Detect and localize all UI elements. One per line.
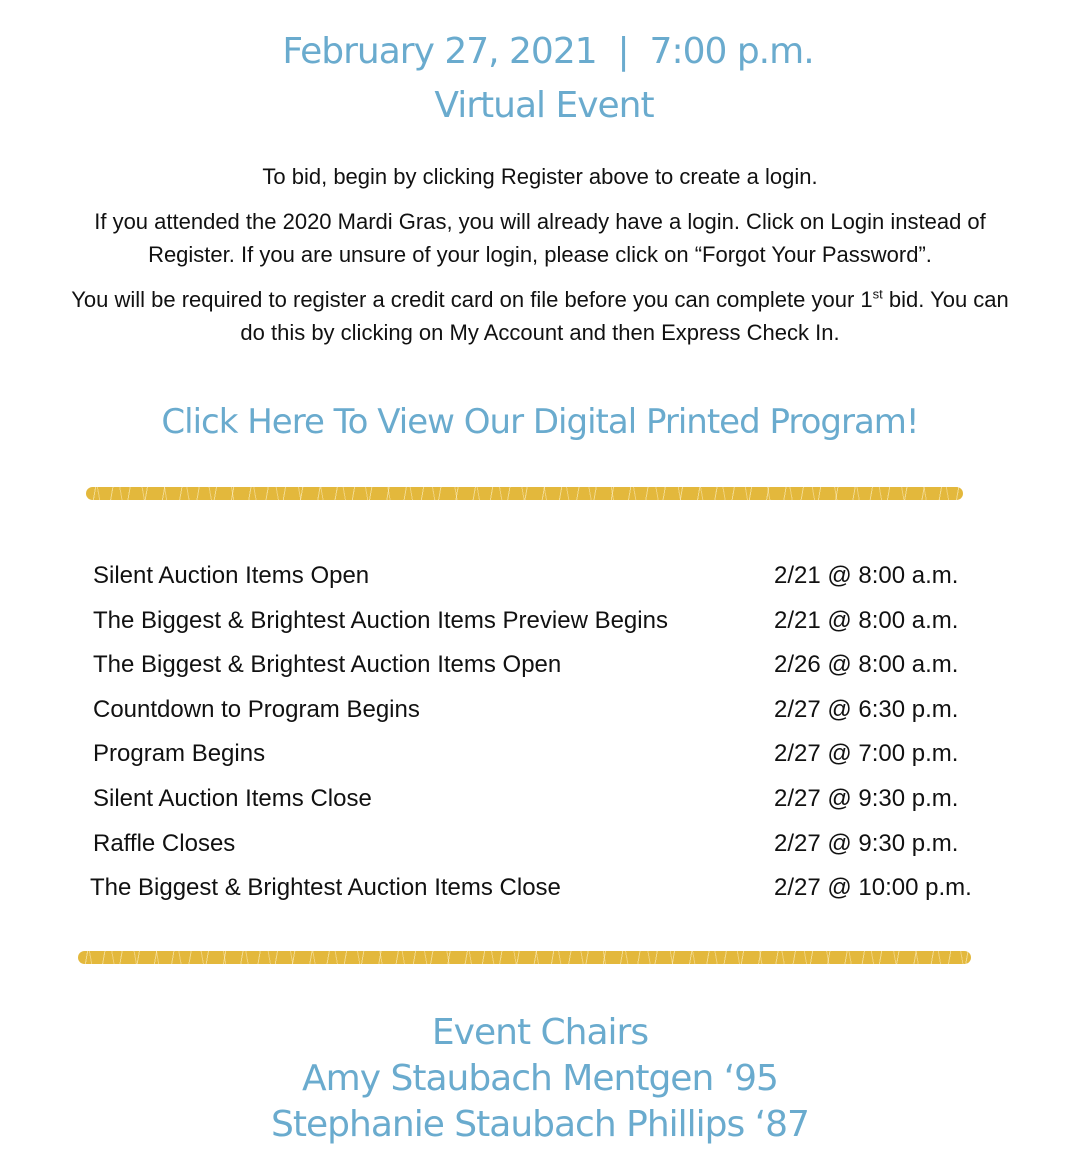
schedule-row: [0, 688, 1080, 733]
event-chairs-title: Event Chairs: [431, 1012, 649, 1053]
schedule-event: The Biggest & Brightest Auction Items Open: [93, 651, 562, 679]
schedule-event: Silent Auction Items Open: [93, 562, 370, 589]
login-instruction: [0, 205, 1080, 271]
schedule-time: 2/27 @ 7:00 p.m.: [774, 740, 959, 768]
schedule-time: 2/27 @ 9:30 p.m.: [774, 829, 959, 857]
schedule-row: [0, 554, 1080, 599]
gold-divider-bottom: [78, 951, 971, 964]
login-instruction-line-1: If you attended the 2020 Mardi Gras, you will already have a login. Click on Login instead of: [94, 209, 986, 234]
schedule-time: 2/21 @ 8:00 a.m.: [774, 562, 959, 589]
ordinal-suffix: st: [872, 286, 883, 302]
schedule-time: 2/27 @ 6:30 p.m.: [774, 695, 959, 723]
schedule-row: [0, 822, 1080, 867]
schedule-time: 2/27 @ 9:30 p.m.: [774, 784, 959, 812]
digital-program-link[interactable]: Click Here To View Our Digital Printed Program!: [161, 402, 919, 442]
event-date-time: February 27, 2021 | 7:00 p.m.: [282, 31, 814, 72]
schedule-row: [0, 866, 1080, 911]
event-schedule: [0, 554, 1080, 911]
login-instruction-line-2: Register. If you are unsure of your login, please click on “Forgot Your Password”.: [148, 242, 932, 267]
schedule-time: 2/26 @ 8:00 a.m.: [774, 651, 959, 679]
credit-card-text-b: bid. You can: [882, 287, 1009, 312]
schedule-row: [0, 599, 1080, 644]
schedule-event: Raffle Closes: [93, 829, 236, 857]
schedule-event: The Biggest & Brightest Auction Items Close: [90, 874, 561, 902]
schedule-event: Countdown to Program Begins: [93, 695, 420, 723]
chair-name: Stephanie Staubach Phillips ‘87: [271, 1104, 809, 1145]
schedule-event: Silent Auction Items Close: [93, 784, 372, 812]
schedule-event: Program Begins: [93, 740, 266, 768]
credit-card-instruction: [0, 283, 1080, 349]
credit-card-text-a: You will be required to register a credit card on file before you can complete your 1: [71, 287, 873, 312]
credit-card-instruction-line-2: do this by clicking on My Account and then Express Check In.: [240, 320, 840, 345]
schedule-time: 2/21 @ 8:00 a.m.: [774, 606, 959, 634]
schedule-row: [0, 777, 1080, 822]
event-chairs: [0, 1010, 1080, 1148]
chair-name: Amy Staubach Mentgen ‘95: [302, 1058, 778, 1099]
schedule-event: The Biggest & Brightest Auction Items Preview Begins: [93, 606, 668, 634]
schedule-row: [0, 643, 1080, 688]
schedule-time: 2/27 @ 10:00 p.m.: [774, 874, 972, 902]
register-instruction: To bid, begin by clicking Register above to create a login.: [262, 164, 818, 189]
credit-card-instruction-line-1: [0, 283, 1080, 316]
schedule-row: [0, 732, 1080, 777]
event-type: Virtual Event: [434, 85, 654, 126]
gold-divider-top: [86, 487, 963, 500]
